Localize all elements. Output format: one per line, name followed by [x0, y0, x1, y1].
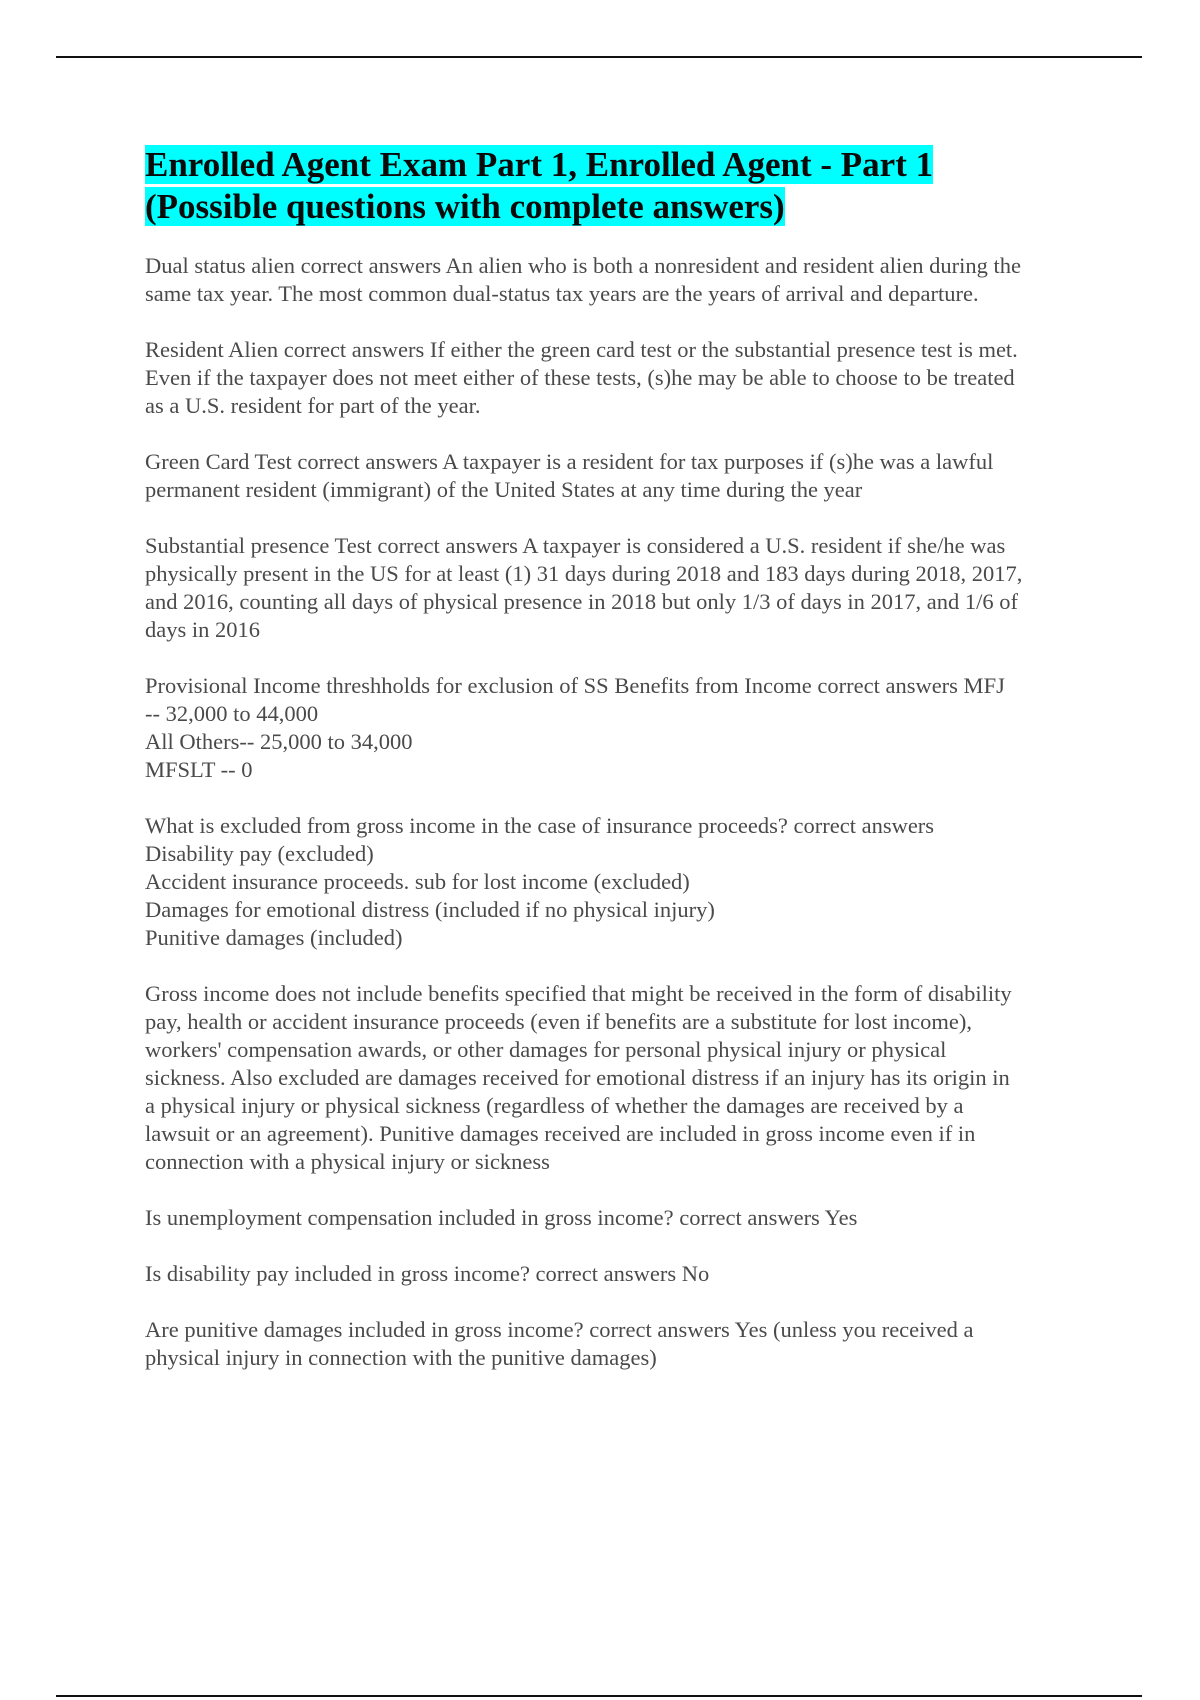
qa-line: MFSLT -- 0 [145, 757, 253, 782]
qa-entry [145, 252, 1095, 308]
qa-line: Green Card Test correct answers A taxpayer is a resident for tax purposes if (s)he was a lawful [145, 449, 994, 474]
qa-line: Resident Alien correct answers If either the green card test or the substantial presence test is met. [145, 337, 1018, 362]
qa-line: -- 32,000 to 44,000 [145, 701, 319, 726]
qa-entry [145, 812, 1095, 952]
document-body [145, 144, 1095, 1400]
qa-line: Gross income does not include benefits specified that might be received in the form of disability [145, 981, 1012, 1006]
qa-line: sickness. Also excluded are damages received for emotional distress if an injury has its origin in [145, 1065, 1010, 1090]
qa-line: pay, health or accident insurance proceeds (even if benefits are a substitute for lost income), [145, 1009, 972, 1034]
qa-entry [145, 980, 1095, 1176]
qa-entry [145, 672, 1095, 784]
qa-line: Even if the taxpayer does not meet either of these tests, (s)he may be able to choose to be treated [145, 365, 1015, 390]
qa-line: Damages for emotional distress (included if no physical injury) [145, 897, 715, 922]
qa-line: Provisional Income threshholds for exclusion of SS Benefits from Income correct answers MFJ [145, 673, 1005, 698]
qa-line: Disability pay (excluded) [145, 841, 374, 866]
qa-entry [145, 1316, 1095, 1372]
qa-entry [145, 448, 1095, 504]
qa-line: a physical injury or physical sickness (regardless of whether the damages are received by a [145, 1093, 964, 1118]
top-rule [56, 56, 1142, 58]
qa-line: Is unemployment compensation included in gross income? correct answers Yes [145, 1205, 858, 1230]
qa-line: Are punitive damages included in gross income? correct answers Yes (unless you received a [145, 1317, 974, 1342]
qa-line: Is disability pay included in gross income? correct answers No [145, 1261, 710, 1286]
qa-line: permanent resident (immigrant) of the United States at any time during the year [145, 477, 863, 502]
title-line-1: Enrolled Agent Exam Part 1, Enrolled Agent - Part 1 [145, 145, 934, 184]
document-title [145, 144, 1095, 228]
qa-line: Accident insurance proceeds. sub for lost income (excluded) [145, 869, 690, 894]
qa-line: All Others-- 25,000 to 34,000 [145, 729, 413, 754]
qa-entry [145, 336, 1095, 420]
qa-entry [145, 1204, 1095, 1232]
qa-entry [145, 1260, 1095, 1288]
qa-line: workers' compensation awards, or other damages for personal physical injury or physical [145, 1037, 947, 1062]
qa-line: Substantial presence Test correct answers A taxpayer is considered a U.S. resident if she/he was [145, 533, 1006, 558]
qa-line: same tax year. The most common dual-status tax years are the years of arrival and departure. [145, 281, 979, 306]
qa-line: physical injury in connection with the punitive damages) [145, 1345, 657, 1370]
qa-line: lawsuit or an agreement). Punitive damages received are included in gross income even if in [145, 1121, 976, 1146]
qa-line: and 2016, counting all days of physical presence in 2018 but only 1/3 of days in 2017, and 1/6 of [145, 589, 1018, 614]
qa-line: days in 2016 [145, 617, 260, 642]
qa-line: Dual status alien correct answers An alien who is both a nonresident and resident alien during the [145, 253, 1022, 278]
title-line-2: (Possible questions with complete answers) [145, 187, 785, 226]
qa-line: What is excluded from gross income in the case of insurance proceeds? correct answers [145, 813, 935, 838]
qa-line: connection with a physical injury or sickness [145, 1149, 550, 1174]
qa-entry [145, 532, 1095, 644]
qa-line: Punitive damages (included) [145, 925, 403, 950]
qa-line: as a U.S. resident for part of the year. [145, 393, 481, 418]
bottom-rule [56, 1695, 1142, 1697]
qa-line: physically present in the US for at least (1) 31 days during 2018 and 183 days during 2018, 2017, [145, 561, 1023, 586]
qa-list [145, 252, 1095, 1372]
